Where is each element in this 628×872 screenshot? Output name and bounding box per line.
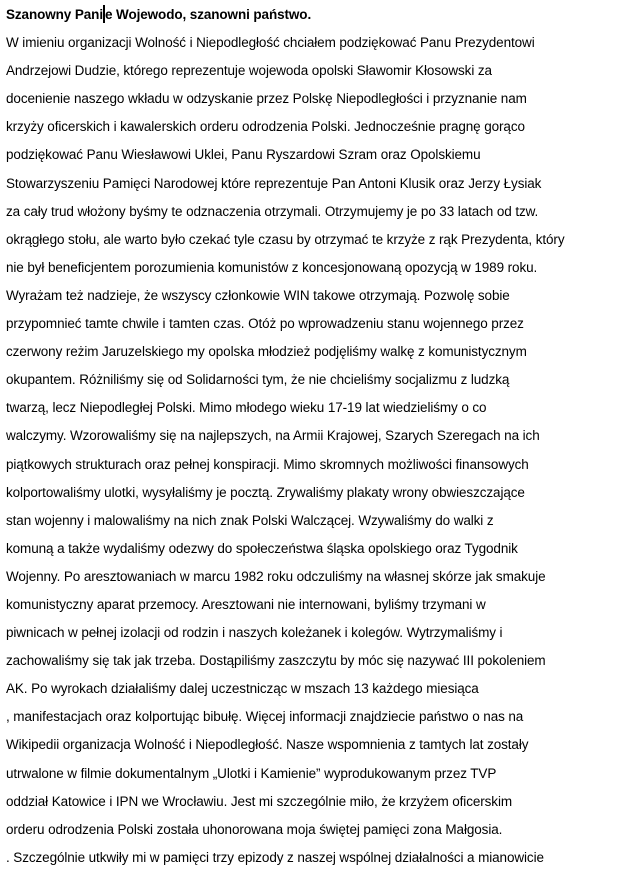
document-line[interactable]: za cały trud włożony byśmy te odznaczenia otrzymali. Otrzymujemy je po 33 latach od tzw. [6, 203, 539, 219]
document-line[interactable]: utrwalone w filmie dokumentalnym „Ulotki i Kamienie” wyprodukowanym przez TVP [6, 765, 497, 781]
document-line[interactable]: podziękować Panu Wiesławowi Uklei, Panu Ryszardowi Szram oraz Opolskiemu [6, 147, 481, 163]
document-line[interactable]: czerwony reżim Jaruzelskiego my opolska młodzież podjęliśmy walkę z komunistycznym [6, 344, 527, 360]
document-line[interactable]: zachowaliśmy się tak jak trzeba. Dostąpiliśmy zaszczytu by móc się nazywać III pokoleniem [6, 653, 546, 669]
heading-text-after-cursor: e Wojewodo, szanowni państwo. [104, 7, 312, 22]
document-line[interactable]: docenienie naszego wkładu w odzyskanie przez Polskę Niepodległości i przyznanie nam [6, 91, 527, 107]
document-line[interactable]: W imieniu organizacji Wolność i Niepodległość chciałem podziękować Panu Prezydentowi [6, 35, 535, 51]
document-line[interactable]: Stowarzyszeniu Pamięci Narodowej które reprezentuje Pan Antoni Klusik oraz Jerzy Łysiak [6, 175, 542, 191]
document-line[interactable]: komuną a także wydaliśmy odezwy do społeczeństwa śląska opolskiego oraz Tygodnik [6, 540, 518, 556]
document-line[interactable]: , manifestacjach oraz kolportując bibułę. Więcej informacji znajdziecie państwo o nas na [6, 709, 524, 725]
heading-text-before-cursor: Szanowny Pani [6, 7, 103, 22]
document-line[interactable]: piwnicach w pełnej izolacji od rodzin i naszych koleżanek i kolegów. Wytrzymaliśmy i [6, 625, 503, 641]
document-line[interactable]: okrągłego stołu, ale warto było czekać tyle czasu by otrzymać te krzyże z rąk Prezydenta, który [6, 231, 565, 247]
document-line[interactable]: nie był beneficjentem porozumienia komunistów z koncesjonowaną opozycją w 1989 roku. [6, 259, 538, 275]
document-line[interactable]: kolportowaliśmy ulotki, wysyłaliśmy je pocztą. Zrywaliśmy plakaty wrony obwieszczające [6, 484, 525, 500]
document-line[interactable]: Wyrażam też nadzieje, że wszyscy członkowie WIN takowe otrzymają. Pozwolę sobie [6, 287, 510, 303]
document-line[interactable]: walczymy. Wzorowaliśmy się na najlepszych, na Armii Krajowej, Szarych Szeregach na ich [6, 428, 540, 444]
document-line[interactable]: okupantem. Różniliśmy się od Solidarności tym, że nie chcieliśmy socjalizmu z ludzką [6, 372, 510, 388]
document-line[interactable]: Wojenny. Po aresztowaniach w marcu 1982 roku odczuliśmy na własnej skórze jak smakuje [6, 568, 546, 584]
document-line[interactable]: Wikipedii organizacja Wolność i Niepodległość. Nasze wspomnienia z tamtych lat zostały [6, 737, 529, 753]
document-line[interactable]: piątkowych strukturach oraz pełnej konspiracji. Mimo skromnych możliwości finansowych [6, 456, 529, 472]
document-line[interactable]: . Szczególnie utkwiły mi w pamięci trzy epizody z naszej wspólnej działalności a mianowicie [6, 849, 544, 865]
document-line[interactable]: komunistyczny aparat przemocy. Aresztowani nie internowani, byliśmy trzymani w [6, 596, 486, 612]
document-line[interactable]: Andrzejowi Dudzie, którego reprezentuje wojewoda opolski Sławomir Kłosowski za [6, 63, 492, 79]
document-line[interactable]: orderu odrodzenia Polski została uhonorowana moja świętej pamięci zona Małgosia. [6, 821, 503, 837]
document-heading[interactable] [6, 1, 624, 29]
document-line[interactable]: stan wojenny i malowaliśmy na nich znak Polski Walczącej. Wzywaliśmy do walki z [6, 512, 494, 528]
document-line[interactable]: przypomnieć tamte chwile i tamten czas. Otóż po wprowadzeniu stanu wojennego przez [6, 316, 524, 332]
document-line[interactable]: krzyży oficerskich i kawalerskich orderu odrodzenia Polski. Jednocześnie pragnę gorąco [6, 119, 525, 135]
document-line[interactable]: AK. Po wyrokach działaliśmy dalej uczestnicząc w mszach 13 każdego miesiąca [6, 681, 479, 697]
document-line[interactable]: oddział Katowice i IPN we Wrocławiu. Jest mi szczególnie miło, że krzyżem oficerskim [6, 793, 513, 809]
document-line[interactable]: twarzą, lecz Niepodległej Polski. Mimo młodego wieku 17-19 lat wiedzieliśmy o co [6, 400, 487, 416]
